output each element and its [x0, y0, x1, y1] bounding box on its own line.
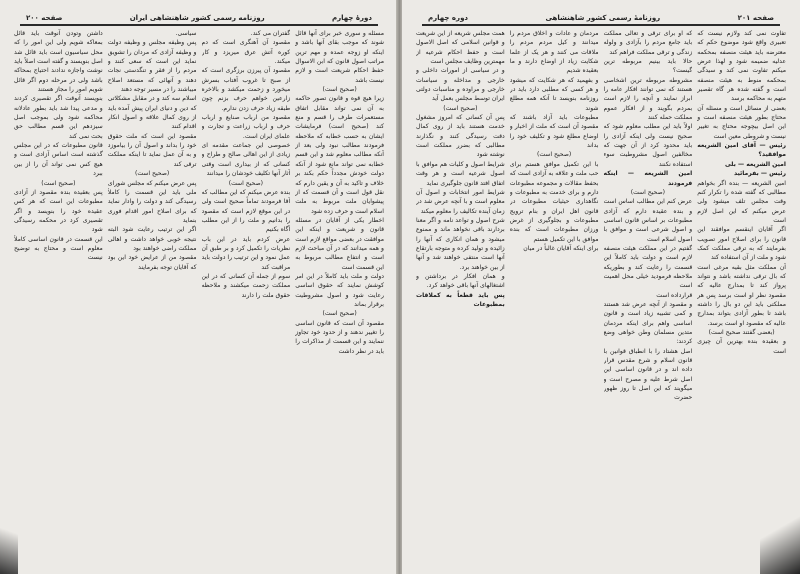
paragraph: این قسمت در قانون اساسی کاملاً معلوم است و محتاج به توضیح نیست [14, 235, 103, 262]
paragraph: شرایط اصول و کلیات هم موافق با اصول شرعیه است و هر وقت اتفاق افتد قانون جلوگیری نماید [416, 160, 505, 187]
scan-shadow [760, 514, 800, 574]
paragraph: مقصود آن پیرزن برزگری است که از صبح تا غروب آفتاب بسرش میخورد و زحمت میکشد و بالاخره زارعین خواهم حرف بزنم چون طبقه زیاد حرف زدن ندارم. [201, 67, 291, 112]
paragraph: مقصود این است که ملت حقوق خود را بداند و اصول آن را بیاموزد و به آن عمل نماید تا اینکه مملکت ترقی کند [107, 132, 197, 168]
paragraph: بعضی از مسائل است و مسئله آن محتاج بطور هیئت منصفه است و این اصل بیچوجه محتاج به تغییر نیست و شروطی معین است [697, 104, 786, 140]
paragraph: امین الشریعه — اینکه فرمودند [603, 170, 693, 187]
paragraph: (صحیح است) [228, 179, 264, 187]
paragraph: اسلام سه کند و در مقابل مشکلاتی که دین و دنیای ایران پیش آمده باید از روی کمال علاقه و اصول انکار اقدام کنند [107, 95, 197, 131]
paragraph: رئیس — بفرمائید [733, 170, 786, 178]
paragraph: پس باید قطعاً به کملاقات بمطبوعات [416, 291, 505, 308]
text-column [510, 29, 599, 569]
right-page-number: صفحه ۲۰۱ [737, 14, 774, 22]
paragraph: قرارداده است [656, 291, 693, 299]
text-column [697, 29, 786, 569]
paragraph: مقصود من ارباب صنایع و ارباب حرف و ارباب زراعت و تجارت و علمای ایران است. [201, 114, 291, 140]
paragraph: (صحیح است) [134, 170, 170, 178]
paragraph: (صحیح است) [630, 188, 666, 196]
text-column [604, 29, 693, 569]
text-column [14, 29, 103, 569]
paragraph: خصوصی این جماعت مقدمه ای زیادی از این اهالی صالح و طراح و کسانی که از بیداری است وقتی آثار آنها تکلیف خودشان را میدانند [201, 142, 291, 178]
paragraph: اگر این ترتیب رعایت شود البته نتیجه خوبی خواهد داشت و اهالی مملکت راضی خواهند بود [107, 226, 197, 252]
paragraph: بنویسند آنوقت اگر تقصیری کردند و مدعی پیدا شد باید بطور عادلانه محاکمه شود ولی بموجب اصل سیزدهم این قسم مطالب حق بحث نمی کند [14, 95, 103, 140]
paragraph: و بعقیده بنده بهترین آن چیزی است [697, 338, 786, 355]
paragraph: شرح اصول و تواعد نامه و اگر معنا بردارند باقی نخواهد ماند و ممنوع میشود و همان انکاری که آنها را زائیده و تولید کرده و متوجه بارتقاع آنها است منتفی خواهند شد و آنها از بین خواهند برد. [416, 216, 505, 271]
text-column [295, 29, 384, 569]
right-page-header [408, 8, 794, 22]
paragraph: گفتران می کند. [250, 30, 291, 37]
paragraph: دولت و ملت باید کاملاً در این امر کوشش نمایند که حقوق اساسی رعایت شود و اصول مشروطیت برقرار بماند [295, 272, 384, 308]
paragraph: با این تکمیل موافق هستم برای حب ملت و علاقه به آزادی است که بحفظ مقالات و مجموعه مطبوعات دارم و برای خدمت به مطبوعات و نگاهداری حیثیات مطبوعات در قانون اهل ایران و بنام ترویج مطبوعات و بجلوگیری از غرض ورزان مطبوعات است که بنده موافق با این تکمیل هستم [509, 160, 599, 243]
paragraph: مقصود آن آهنگری است که دم کوره آتش عرق میریزد و کار میکند. [201, 39, 291, 66]
left-page [0, 0, 398, 574]
text-column [202, 29, 291, 569]
paragraph: اگر آقایان اینقسم موافقند این قانون را برای اصلاح امور تصویب بفرمایند که به ترقی مملکت کمک شود و ملت از آن استفاده کند [697, 226, 786, 262]
paragraph: و مقصود از آنچه عرض شد هستند و کمی تشبیه زیاد است و قانون اساسی واهم برای اینکه مردمان متدین مسلمان وطن خواهی وضع کردند: [603, 300, 693, 346]
paragraph: عرض کردم باید در این باب نظریات را تکمیل کرد و بر طبق آن عمل نمود و این ترتیب را دولت باید مراقبت کند [201, 235, 291, 271]
paragraph: و در سیاسی از امورات داخلی و خارجی و مداخله و سیاسات خارجی و مراوده و مناسبات دولتی ایران توسط مجلس بعمل آید [416, 67, 505, 103]
paragraph: اخطار یکی از آقایان در مسئله قانون و شریعت و اینکه این موافقت در بعضی مواقع لازم است و همه میدانند که در آن مباحث لازم است و انتفاع مطالب مربوط به این قسمت است [295, 216, 384, 271]
paragraph: مقصود آن است که قانون اساسی را تغییر ندهند و از حدود خود تجاوز ننمایند و این قسمت از مذاکرات را باید در نظر داشت [295, 319, 384, 355]
paragraph: داشتن وتودن آنوقت باید قائل بمعاکه شویم ولی این امور را که محل سیاسیون است باید قائل شد اصل بنویسند و گفته است اصلاً باید نوشت واجازه ندادند احتیاج بمحاکه باشد ولی در مرحله دوم اگر قائل شویم امور را مجاز هستند [14, 30, 103, 94]
paragraph: (صحیح است) [536, 151, 572, 159]
paragraph: قانون مطبوعات که در این مجلس گذشته است اساس آزادی است و هیچ کس نمی تواند آن را از بین ببرد [14, 142, 103, 178]
paragraph: سوم از جمله آن کسانی که در این مملکت زحمت میکشند و ملاحظه حقوق ملت را دارند [201, 272, 291, 299]
right-issue-label: دوره چهارم [428, 14, 469, 22]
paragraph: (صحیح است) [41, 179, 76, 187]
paragraph: پس عرض میکنم که مجلس شورای ملی باید این قسمت را کاملاً رسیدگی کند و دولت را وادار نماید که برای اصلاح امور اقدام فوری بنماید [107, 179, 197, 224]
paragraph: رئیس — آقای امین الشریعه موافقید؟ [697, 142, 786, 159]
paragraph: اولاً باید این مطلب معلوم شود که صحیح نیست ولی اینکه آزادی را باید محدود کرد از آن جهت که مخالفین اصول مشروطیت سوء استفاده نکنند [603, 123, 693, 168]
paragraph: عرض کنم این مطالب اساس است و بنده عقیده دارم که آزادی مطبوعات بر اساس قانون اساسی و اصول شرعی است و موافق با اصول اسلام است [603, 198, 693, 243]
paragraph: و همان افکار در برداشتن و اشتغالهای آنها باقی خواهد کرد. [416, 272, 505, 290]
left-newspaper-title: روزنامه رسمی کشور شاهنشاهی ایران [129, 14, 265, 22]
right-page-columns [408, 29, 794, 569]
paragraph: پس وظیفه مجلس و وظیفه دولت و وظیفه آزادی که مردان را تشویق نماید این است که سعی کنند و مردم را از فقر و تنگدستی نجات دهند و آنهائی که مستعد اصلاح میباشند را در مسیر توجه دهند [107, 39, 197, 94]
paragraph: برای اینکه آقایان غالباً در میان [523, 244, 599, 252]
paragraph: آن مملکت مثل بقیه مرغی است که بال ترقی نداشته باشد و نتواند پرواز کند تا بمدارج عالیه که مقصود نظر او است برسد پس هر مملکتی باید این دو بال را داشته باشد تا بطور آزادی بتواند بمدارج عالیه که مقصود او است برسد. [697, 263, 786, 327]
paragraph: مطبوعات باید آزاد باشند که مقصود آن است که ملت از اخبار و اوضاع مطلع شود و تکلیف خود را بداند [509, 114, 599, 150]
paragraph: (صحیح است) [443, 104, 478, 112]
left-issue-label: دورهٔ چهارم [332, 14, 372, 22]
left-page-header [6, 8, 392, 22]
paragraph: همت مجلس شریعه از این شریعت و قوانین اسلامی که اصل الاصول است و حفظ احکام شرعیه از مهمترین وظایف مجلس است [416, 30, 505, 66]
paragraph: مقصود من از عرایض خود این بود که آقایان توجه بفرمایند [107, 254, 197, 271]
scan-shadow [0, 514, 18, 574]
paragraph: اصل هشتاد را با انطباق قوانین با قانون اسلام و شرع مقدس قرار داده اند و در قانون اساسی این اصل شرط علیه و مصرح است و میگویند که این اصل تا روز ظهور حضرت [603, 347, 693, 402]
paragraph: بنده عرض میکنم که این مطالب که آقا فرمودند تماماً صحیح است ولی در این موقع لازم است که مقصود را بدانیم و ملت را از این مطلب آگاه بکنیم [201, 188, 291, 234]
paragraph: (صحیح است) [322, 86, 357, 94]
paragraph: که او برای ترقی و تعالی مملکت باید جامع مردم را بآزادی و ولوله زندگی و ترقی مملکت فراهم کند [603, 30, 693, 56]
left-page-columns [6, 29, 392, 569]
header-rule [422, 24, 780, 26]
text-column [416, 29, 505, 569]
paragraph: مردمان و عادات و اخلاق مردم را میدانند و کیل مردم مردم را ملاقات می کنند و هر یک از علما شکایت زیاد از اوضاع دارند و ما بعقیده شدیم [509, 30, 599, 75]
left-page-number: صفحه ۲۰۰ [26, 14, 63, 22]
paragraph: تفاوت نمی کند ولازم نیست که تعبیری واقع شود موضوع حکم که معترضه باید هیئت منصفه بمحکمه عدلیه ضمیمه شود و لهذا عرض میکنم تفاوت نمی کند و سیدگی بمحکمه منوط به هیئت منصفه است و گفته شده هر گاه تقصیر متهم به محاکمه برسد [697, 30, 786, 103]
paragraph: گفتیم در این مملکت هیئت منصفه لازم است و دولت باید کاملاً این قسمت را رعایت کند و بطوریکه ملاحظه فرمودید خیلی محل اهمیت است [603, 244, 693, 290]
paragraph: (صحیح است) [322, 310, 357, 318]
paragraph: حالا باید بینیم مربوطه ترین گیست؟ [603, 58, 693, 75]
paragraph: پس بعقیده بنده مقصود از آزادی مطبوعات این است که هر کس عقیده خود را بنویسد و اگر تقصیری کرد در محکمه رسیدگی شود [14, 188, 103, 234]
paragraph: مشروطه مربوطه ترین اشخاصی هستند که نمی توانند افکار عامه را ابراز نمایند و آنچه را لازم است بمردم بگویند و از افکار عموم مملکت حمله کنند [603, 76, 693, 122]
paragraph: و بفهمید که هر شکایت که میشود و هر کسی که مطلبی دارد باید در روزنامه بنویسد تا آنکه همه مطلع شوند [509, 76, 599, 112]
paragraph: سیاسی. [175, 30, 197, 37]
paragraph: پس آن کسانی که امروز مشغول خدمت هستند باید از روی کمال دقت رسیدگی کنند و نگذارند مطالبی که بضرر مملکت است نوشته شود [416, 114, 505, 159]
paragraph: زیرا هیچ قوه و قانون تصور حاکمه به آن نمی تواند مقابل اتفاق مستعمرات طرف را قسم و منع کند (صحیح است) فرمایشات ایشان به حسب خطابه که ملاحظه فرمودند مطالب نبود ولی بعد از آنکه مطالب معلوم شد و این قسم خطابه نمی تواند مانع شود از آنکه دولت خودش مجدداً حکم بکند بر خلاف و تاکید به آن و یقین دارم که نقل قول است و آن قسمت که از پیشوایان ملت مربوط به ملت اسلام است و حرف زده شود [295, 95, 384, 215]
paragraph: امین الشریعه — بلی [724, 160, 786, 168]
text-column [108, 29, 197, 569]
paragraph: امین الشریعه — بنده اگر بخواهم مطالبی که گفته شده را تکرار کنم وقت مجلس تلف میشود ولی عرض میکنم که این اصل لازم است [697, 179, 786, 224]
header-rule [20, 24, 378, 26]
paragraph: مسئله و سوری خبر برای آنها قائل شوند که موجب بقای آنها باشد و اینکه او زوجه عمده و مهم ترین مراتب اصول قانون که ابن الاسوال حفظ احکام شریعت است و لازم نیست باشد [295, 30, 384, 84]
right-page [402, 0, 800, 574]
paragraph: (بعضی گفتند صحیح است) [708, 329, 775, 336]
right-newspaper-title: روزنامهٔ رسمی کشور شاهنشاهی [545, 14, 661, 22]
paragraph: شرایط امور انتخابات و اصول آن معلوم است و با آنچه عرض شد در زمان آینده تکالیف را معلوم میکند [416, 188, 505, 215]
